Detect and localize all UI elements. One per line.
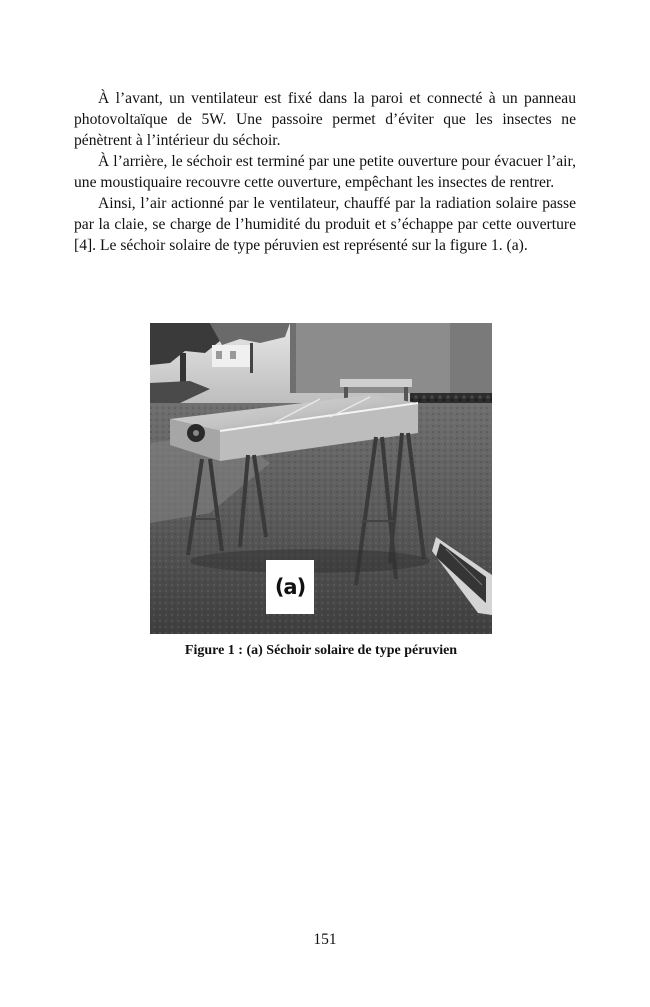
body-text bbox=[74, 88, 576, 256]
panel-label: (a) bbox=[266, 560, 314, 614]
page-number: 151 bbox=[313, 931, 337, 948]
figure-photo bbox=[150, 323, 492, 634]
paragraph-2: À l’arrière, le séchoir est terminé par une petite ouverture pour évacuer l’air, une moustiquaire recouvre cette ouverture, empêchant les insectes de rentrer. bbox=[74, 153, 576, 191]
figure-caption: Figure 1 : (a) Séchoir solaire de type péruvien bbox=[184, 643, 458, 658]
paragraph-3: Ainsi, l’air actionné par le ventilateur, chauffé par la radiation solaire passe par la claie, se charge de l’humidité du produit et s’échappe par cette ouverture [4]. Le séchoir solaire de type péruvien est représenté sur la figure 1. (a). bbox=[74, 195, 576, 254]
paragraph-1: À l’avant, un ventilateur est fixé dans la paroi et connecté à un panneau photovoltaïque de 5W. Une passoire permet d’éviter que les insectes ne pénètrent à l’intérieur du séchoir. bbox=[74, 90, 576, 149]
solar-dryer-photo bbox=[150, 323, 492, 634]
